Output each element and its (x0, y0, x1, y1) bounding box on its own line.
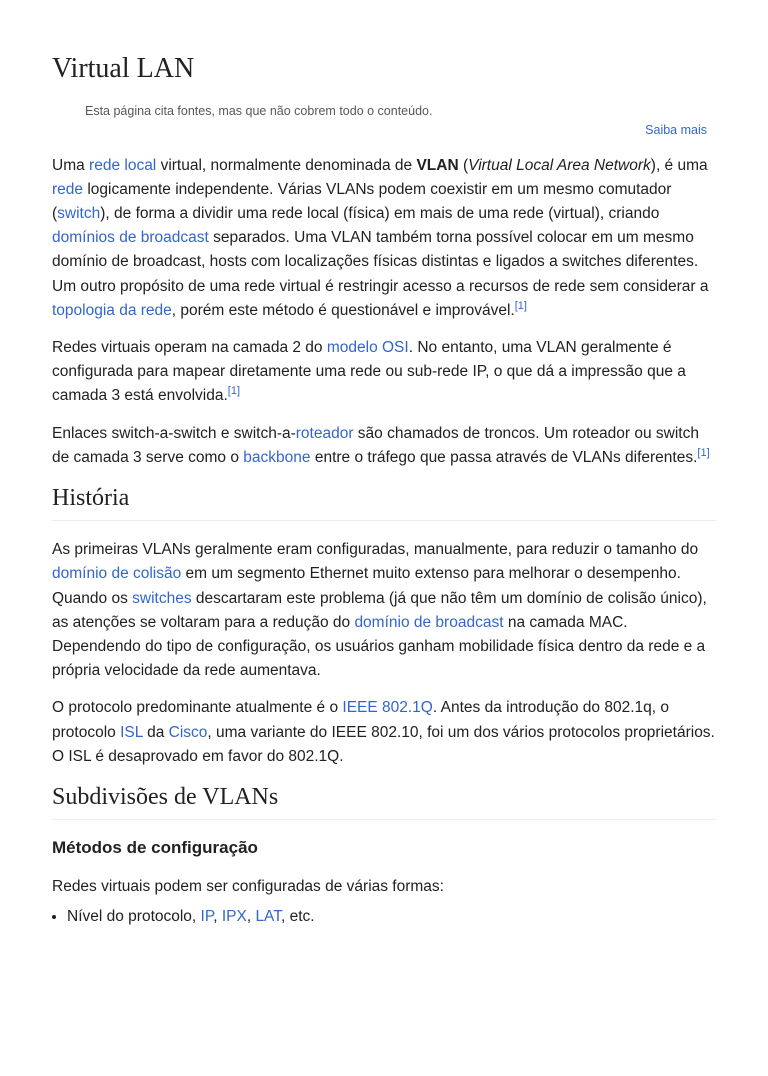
text: Nível do protocolo, (67, 907, 201, 925)
link-topologia-da-rede[interactable]: topologia da rede (52, 301, 172, 319)
text: na camada MAC. Dependendo do tipo de configuração, os usuários ganham mobilidade física dentro da rede e a própria velocidade da rede aumentava. (52, 613, 706, 680)
italic-term: Virtual Local Area Network (468, 156, 651, 174)
text: logicamente independente. Várias VLANs podem coexistir em um mesmo comutador ( (52, 180, 672, 222)
historia-paragraph-2 (52, 696, 716, 769)
text: ), é uma (650, 156, 708, 174)
link-rede[interactable]: rede (52, 180, 84, 198)
link-switches[interactable]: switches (132, 589, 192, 607)
reference-marker (515, 300, 527, 312)
reference-marker (697, 447, 709, 459)
text: ( (458, 156, 469, 174)
text: As primeiras VLANs geralmente eram configuradas, manualmente, para reduzir o tamanho do (52, 541, 699, 559)
link-modelo-osi[interactable]: modelo OSI (326, 339, 409, 357)
section-heading-subdivisoes: Subdivisões de VLANs (52, 782, 716, 820)
text: da (142, 723, 169, 741)
article (0, 52, 768, 929)
link-dominios-de-broadcast[interactable]: domínios de broadcast (52, 229, 209, 247)
text: virtual, normalmente denominada de (156, 156, 417, 174)
link-backbone[interactable]: backbone (243, 448, 311, 466)
link-isl[interactable]: ISL (120, 723, 143, 741)
link-ieee-802-1q[interactable]: IEEE 802.1Q (342, 699, 433, 717)
intro-paragraph-3 (52, 422, 716, 470)
link-lat[interactable]: LAT (255, 907, 281, 925)
text: separados. Uma VLAN também torna possível colocar em um mesmo domínio de broadcast, hosts com localizações físicas distintas e ligados a switches diferentes. Um outro propósito de uma rede virtual é restringir acesso a recursos de rede sem considerar a (52, 229, 709, 295)
sources-notice (52, 104, 716, 154)
text: em um segmento Ethernet muito extenso para melhorar o desempenho. Quando os (52, 565, 681, 607)
learn-more-link[interactable]: Saiba mais (645, 122, 707, 137)
link-roteador[interactable]: roteador (295, 424, 354, 442)
text: Enlaces switch-a-switch e switch-a- (52, 424, 296, 442)
config-methods-list (52, 905, 716, 929)
text: Redes virtuais operam na camada 2 do (52, 339, 327, 357)
text: Uma (52, 156, 90, 174)
text: entre o tráfego que passa através de VLANs diferentes. (310, 448, 698, 466)
reference-marker (228, 385, 240, 397)
link-switch[interactable]: switch (57, 205, 101, 222)
text: , porém este método é questionável e improvável. (171, 301, 515, 319)
section-heading-historia: História (52, 483, 716, 521)
text: , (213, 907, 222, 925)
link-ip[interactable]: IP (200, 907, 214, 925)
notice-text: Esta página cita fontes, mas que não cobrem todo o conteúdo. (85, 103, 433, 118)
text: O protocolo predominante atualmente é o (52, 699, 343, 717)
historia-paragraph-1 (52, 538, 716, 683)
page-title: Virtual LAN (52, 53, 195, 84)
link-rede-local[interactable]: rede local (89, 156, 157, 174)
text: , uma variante do IEEE 802.10, foi um dos vários protocolos proprietários. O ISL é desaprovado em favor do 802.1Q. (52, 723, 715, 765)
text: ), de forma a dividir uma rede local (física) em mais de uma rede (virtual), criando (100, 205, 660, 222)
intro-paragraph-2 (52, 336, 716, 409)
subsection-heading-metodos: Métodos de configuração (52, 838, 258, 858)
metodos-paragraph: Redes virtuais podem ser configuradas de várias formas: (52, 878, 444, 896)
link-dominio-de-broadcast[interactable]: domínio de broadcast (354, 613, 504, 631)
text: descartaram este problema (já que não têm um domínio de colisão único), as atenções se voltaram para a redução do (52, 589, 707, 631)
reference-link[interactable]: [1] (514, 299, 527, 312)
text: . No entanto, uma VLAN geralmente é configurada para mapear diretamente uma rede ou sub-rede IP, o que dá a impressão que a camada 3 está envolvida. (52, 339, 686, 405)
text: são chamados de troncos. Um roteador ou switch de camada 3 serve como o (52, 424, 699, 466)
text: , etc. (281, 907, 315, 925)
text: . Antes da introdução do 802.1q, o protocolo (52, 699, 670, 741)
reference-link[interactable]: [1] (697, 446, 710, 459)
reference-link[interactable]: [1] (227, 385, 241, 398)
link-dominio-de-colisao[interactable]: domínio de colisão (52, 565, 182, 583)
intro-paragraph-1 (52, 154, 716, 323)
link-cisco[interactable]: Cisco (168, 723, 208, 741)
text: , (246, 907, 256, 925)
list-item (67, 905, 716, 929)
bold-term-vlan: VLAN (416, 156, 459, 174)
link-ipx[interactable]: IPX (221, 907, 247, 925)
